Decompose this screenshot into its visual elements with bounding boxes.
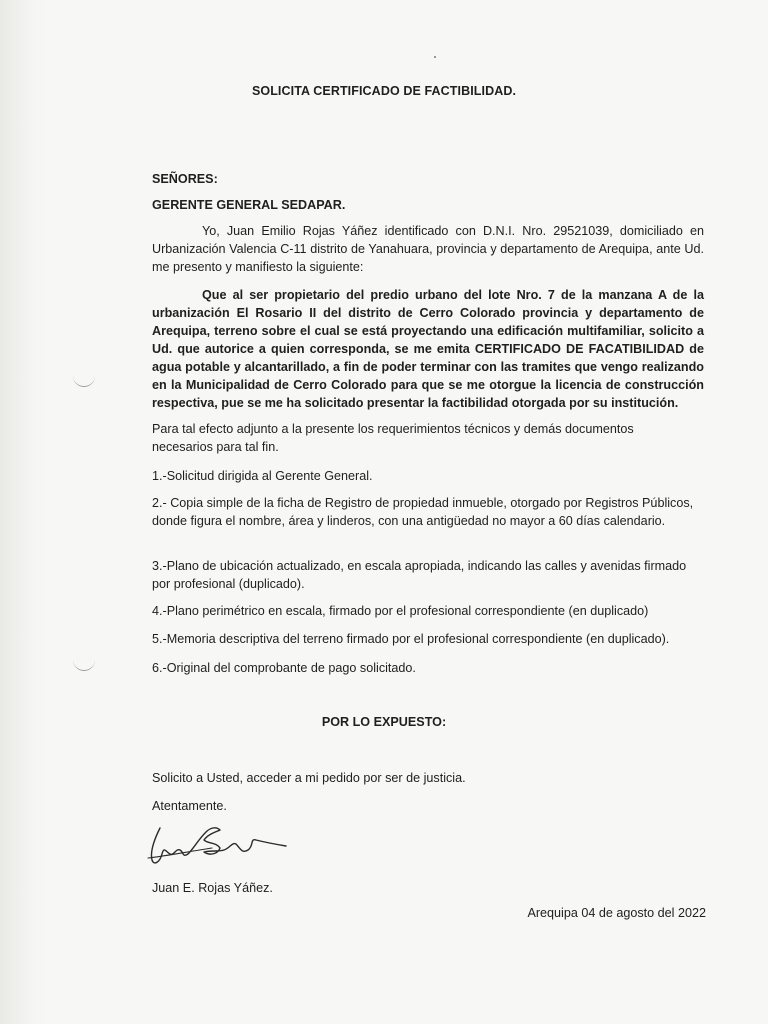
farewell: Atentamente.: [152, 799, 227, 813]
list-item: 2.- Copia simple de la ficha de Registro de propiedad inmueble, otorgado por Registros Públicos, donde figura el nombre, área y linderos, con una antigüedad no mayor a 60 días calendario.: [152, 496, 694, 528]
request-paragraph: Que al ser propietario del predio urbano del lote Nro. 7 de la manzana A de la urbanización El Rosario II del distrito de Cerro Colorado provincia y departamento de Arequipa, terreno sobre el cual se está proyectando una edificación multifamiliar, solicito a Ud. que autorice a quien corresponda, se me emita CERTIFICADO DE FACATIBILIDAD de agua potable y alcantarillado, a fin de poder terminar con las tramites que vengo realizando en la Municipalidad de Cerro Colorado para que se me otorgue la licencia de construcción respectiva, pue se me ha solicitado presentar la factibilidad otorgada por su institución.: [152, 288, 704, 410]
closing-request: Solicito a Usted, acceder a mi pedido por ser de justicia.: [152, 771, 466, 785]
punch-hole-mark: [73, 372, 95, 387]
list-item: 6.-Original del comprobante de pago solicitado.: [152, 661, 416, 675]
closing-heading: POR LO EXPUESTO:: [321, 715, 447, 729]
intro-paragraph: Yo, Juan Emilio Rojas Yáñez identificado con D.N.I. Nro. 29521039, domiciliado en Urbanización Valencia C-11 distrito de Yanahuara, provincia y departamento de Arequipa, ante Ud. me presento y manifiesto la siguiente:: [152, 224, 704, 274]
attachments-intro: Para tal efecto adjunto a la presente los requerimientos técnicos y demás documentos necesarios para tal fin.: [152, 422, 634, 454]
scan-left-edge: [0, 0, 48, 1024]
signatory-name: Juan E. Rojas Yáñez.: [152, 881, 273, 895]
list-item: 4.-Plano perimétrico en escala, firmado por el profesional correspondiente (en duplicado): [152, 604, 649, 618]
signature-image: [146, 822, 301, 870]
list-item: 1.-Solicitud dirigida al Gerente General.: [152, 469, 373, 483]
salutation: SEÑORES:: [152, 172, 218, 186]
punch-hole-mark: [73, 656, 95, 671]
scan-speck: [434, 56, 436, 58]
place-date: Arequipa 04 de agosto del 2022: [527, 906, 706, 920]
document-title: SOLICITA CERTIFICADO DE FACTIBILIDAD.: [251, 84, 517, 98]
list-item: 3.-Plano de ubicación actualizado, en escala apropiada, indicando las calles y avenidas firmado por profesional (duplicado).: [152, 559, 687, 591]
list-item: 5.-Memoria descriptiva del terreno firmado por el profesional correspondiente (en duplicado).: [152, 632, 670, 646]
recipient: GERENTE GENERAL SEDAPAR.: [152, 198, 346, 212]
